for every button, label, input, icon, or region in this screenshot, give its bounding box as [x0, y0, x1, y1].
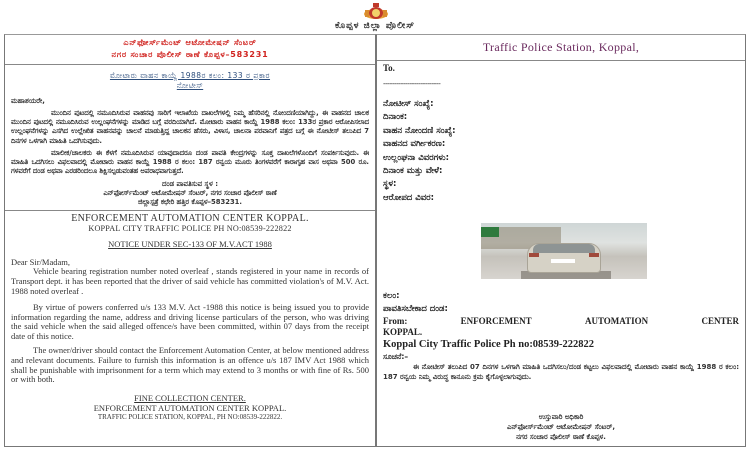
- to-label: To.: [383, 63, 395, 73]
- center-phone-english: KOPPAL CITY TRAFFIC POLICE PH NO:08539-222822: [88, 224, 292, 234]
- field-violation-details: ಉಲ್ಲಂಘನಾ ವಿವರಗಳು:: [383, 152, 449, 163]
- field-date-time: ದಿನಾಂಕ ಮತ್ತು ವೇಳೆ:: [383, 166, 443, 177]
- field-place: ಸ್ಥಳ:: [383, 179, 397, 190]
- field-charge-details: ಆರೋಪದ ವಿವರ:: [383, 192, 435, 203]
- header-station-address: ನಗರ ಸಂಚಾರ ಪೊಲೀಸ್ ಠಾಣೆ ಕೊಪ್ಪಳ–583231: [111, 50, 269, 59]
- notice-fields: [383, 98, 745, 205]
- station-title: Traffic Police Station, Koppal,: [377, 35, 745, 61]
- paragraph-2-kannada: ಮಾಲೀಕ/ಚಾಲಕರು ಈ ಕೆಳಗೆ ನಮೂದಿಸಿರುವ ಯಾವುದಾದರೂ ದಂಡ ಪಾವತಿ ಕೇಂದ್ರಗಳನ್ನು ಸೂಕ್ತ ದಾಖಲೆಗಳೊಂದಿಗೆ ಸಂಪರ್ಕಿಸುವುದು. ಈ ಮಾಹಿತಿ ಒದಗಿಸಲು ವಿಫಲವಾದಲ್ಲಿ ಮೋಟಾರು ವಾಹನ ಕಾಯ್ದೆ 1988 ರ ಕಲಂ: 187 ರನ್ವಯ ಮೂರು ತಿಂಗಳವರೆಗೆ ಕಾರಾಗೃಹ ವಾಸ ಅಥವಾ 500 ರೂ. ಗಳವರೆಗೆ ದಂಡ ಅಥವಾ ಎರಡರಿಂದಲೂ ಶಿಕ್ಷಿಸಲ್ಪಡುವಂತಹ ಅಪರಾಧವಾಗುತ್ತದೆ.: [11, 148, 369, 176]
- notice-title-kannada: ಮೋಟಾರು ವಾಹನ ಕಾಯ್ದೆ 1988ರ ಕಲಂ: 133 ರ ಪ್ರಕಾರ ನೋಟೀಸ್: [109, 71, 271, 90]
- address-kannada: ಎನ್‌ಫೋರ್ಸ್‌ಮೆಂಟ್ ಆಟೋಮೇಷನ್ ಸೆಂಟರ್, ನಗರ ಸಂಚಾರ ಪೊಲೀಸ್ ಠಾಣೆ ಜಿಲ್ಲಾಸ್ಪತ್ರೆ ಕಛೇರಿ ಹತ್ತಿರ ಕೊಪ್ಪಳ–583231.: [5, 189, 375, 211]
- field-vehicle-class: ವಾಹನದ ವರ್ಗೀಕರಣ:: [383, 139, 446, 150]
- paragraph-2-english: By virtue of powers conferred u/s 133 M.V. Act -1988 this notice is being issued you to provide information regarding the name, address and driving license particulars of the person, who was driving the said vehicle when the said alleged offence/s have been committed, within 07 days from the receipt date of this notice.: [11, 301, 369, 342]
- from-address: From: ENFORCEMENT AUTOMATION CENTER KOPPAL.: [383, 316, 739, 337]
- english-header: [5, 213, 375, 233]
- notice-back-panel: [376, 34, 746, 447]
- salutation-english: Dear Sir/Madam,: [11, 257, 71, 268]
- fine-place-label: ದಂಡ ಪಾವತಿಸುವ ಸ್ಥಳ :: [161, 180, 219, 189]
- masked-plate: [551, 259, 575, 263]
- section-label: ಕಲಂ:: [383, 291, 400, 301]
- field-date: ದಿನಾಂಕ:: [383, 112, 408, 123]
- violation-photo: [481, 223, 647, 279]
- police-phone-line: Koppal City Traffic Police Ph no:08539-222822: [383, 339, 595, 350]
- district-police-title: ಕೊಪ್ಪಳ ಜಿಲ್ಲಾ ಪೊಲೀಸ್: [335, 21, 415, 31]
- paragraph-3-english: The owner/driver should contact the Enforcement Automation Center, at below mentioned address and relevant documents. Failure to furnish this information is an offence u/s 187 IMV Act 1988 which shall be punishable with imprisonment for a term which may extend to 3 months or with fine of Rs. 500 or with both.: [11, 345, 369, 385]
- karnataka-emblem-icon: [362, 2, 390, 22]
- note-text: ಈ ನೋಟೀಸ್ ತಲುಪಿದ 07 ದಿನಗಳ ಒಳಗಾಗಿ ಮಾಹಿತಿ ಒದಗಿಸಲು/ದಂಡ ಕಟ್ಟಲು ವಿಫಲವಾದಲ್ಲಿ ಮೋಟಾರು ವಾಹನ ಕಾಯ್ದೆ 1988 ರ ಕಲಂ: 187 ರನ್ವಯ ನಿಮ್ಮ ವಿರುದ್ಧ ಕಾನೂನು ಕ್ರಮ ಕೈಗೊಳ್ಳಲಾಗುವುದು.: [383, 363, 739, 381]
- officer-signature-block: ಉಸ್ತುವಾರಿ ಅಧಿಕಾರಿ ಎನ್‌ಫೋರ್ಸ್‌ಮೆಂಟ್ ಆಟೋಮೇಷನ್ ಸೆಂಟರ್, ನಗರ ಸಂಚಾರ ಪೊಲೀಸ್ ಠಾಣೆ ಕೊಪ್ಪಳ.: [506, 413, 615, 441]
- header-center-name: ಎನ್‌ಫೋರ್ಸ್‌ಮೆಂಟ್ ಆಟೋಮೇಷನ್ ಸೆಂಟರ್: [123, 38, 257, 47]
- recipient-address-blank: --------------------------: [383, 79, 441, 88]
- notice-footer-details: [383, 290, 739, 382]
- document-header: [0, 0, 750, 34]
- kannada-header: [5, 35, 375, 65]
- salutation-kannada: ಮಹಾಶಯರೇ,: [11, 97, 45, 105]
- paragraph-1-english: Vehicle bearing registration number noted overleaf , stands registered in your name in records of Transport dept. it has been reported that the driver of said vehicle has committed violation's of M.V. Act. 1988 noted overleaf .: [11, 266, 369, 297]
- field-notice-number: ನೋಟೀಸ್ ಸಂಖ್ಯೆ:: [383, 99, 434, 109]
- note-heading: ಸೂಚನೆ:–: [383, 352, 409, 361]
- fine-payable-label: ಪಾವತಿಸಬೇಕಾದ ದಂಡ:: [383, 304, 448, 314]
- notice-title-english: NOTICE UNDER SEC-133 OF M.V.ACT 1988: [108, 239, 272, 250]
- field-vehicle-reg-number: ವಾಹನ ನೋಂದಣಿ ಸಂಖ್ಯೆ:: [383, 125, 456, 136]
- paragraph-1-kannada: ಮುಂದಿನ ಪುಟದಲ್ಲಿ ನಮೂದಿಸಿರುವ ವಾಹನವು ಸಾರಿಗೆ ಇಲಾಖೆಯ ದಾಖಲೆಗಳಲ್ಲಿ ನಿಮ್ಮ ಹೆಸರಿನಲ್ಲಿ ನೋಂದಣಿಯಾಗಿದ್ದು, ಈ ವಾಹನದ ಚಾಲಕ ಮುಂದಿನ ಪುಟದಲ್ಲಿ ನಮೂದಿಸಿರುವ ಉಲ್ಲಂಘನೆಗಳನ್ನು ಮಾಡಿದ ಬಗ್ಗೆ ವರದಿಯಾಗಿದೆ. ಮೋಟಾರು ವಾಹನ ಕಾಯ್ದೆ 1988 ಕಲಂ: 133ರ ಪ್ರಕಾರ ಆರೋಪಿಸಲಾದ ಉಲ್ಲಂಘನೆಗಳನ್ನು ಎಸಗಿದ ಉಲ್ಲೇಖಿತ ವಾಹನವನ್ನು ಚಾಲನೆ ಮಾಡುತ್ತಿದ್ದ ಚಾಲಕನ ಹೆಸರು, ವಿಳಾಸ, ಚಾಲನಾ ಪರವಾನಿಗೆ ಪತ್ರದ ಬಗ್ಗೆ ಈ ನೋಟೀಸ್ ತಲುಪಿದ 7 ದಿನಗಳ ಒಳಗಾಗಿ ಮಾಹಿತಿ ಒದಗಿಸುವುದು.: [11, 109, 369, 145]
- notice-front-panel: [4, 34, 376, 447]
- fine-collection-center: FINE COLLECTION CENTER. ENFORCEMENT AUTOMATION CENTER KOPPAL. TRAFFIC POLICE STATION, KOPPAL, PH NO:08539-222822.: [93, 393, 287, 422]
- center-name-english: ENFORCEMENT AUTOMATION CENTER KOPPAL.: [71, 213, 309, 225]
